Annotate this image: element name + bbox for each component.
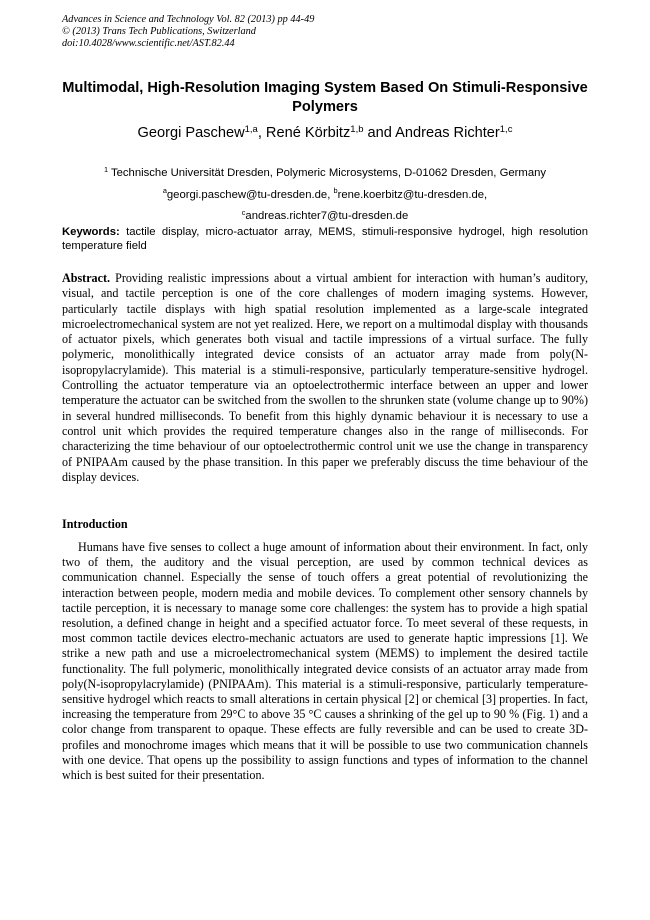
- journal-header: [62, 14, 602, 50]
- author-name: Georgi Paschew: [137, 125, 245, 141]
- keywords-block: [62, 226, 588, 253]
- affiliation-line: [62, 163, 588, 185]
- section-heading-introduction: Introduction: [62, 517, 128, 531]
- email-mark: c: [241, 207, 246, 217]
- abstract-text: Providing realistic impressions about a virtual ambient for interaction with human’s auditory, visual, and tactile perception is one of the core challenges of modern imaging systems. However, particularly tactile displays with high spatial resolution implemented as a large-scale integrated microelectromechanical system are not yet realized. Here, we report on a multimodal display with thousands of actuator pixels, which generates both visual and tactile impressions of a virtual surface. The fully polymeric, monolithically integrated device consists of an actuator array made from poly(N-isopropylacrylamide). This material is a stimuli-responsive, particularly temperature-sensitive hydrogel. Controlling the actuator temperature via an optoelectrothermic interface between an upper and lower temperature the actuator can be switched from the swollen to the shrunken state (volume change up to 90%) in several hundred milliseconds. To benefit from this highly dynamic behaviour it is necessary to use a control unit which provides the required temperature changes also in the range of milliseconds. For characterizing the time behaviour of our optoelectrothermic control unit we use the change in transparency of PNIPAAm caused by the phase transition. In this paper we preferably discuss the time behaviour of the display devices.: [62, 271, 589, 484]
- journal-copyright: © (2013) Trans Tech Publications, Switzerland: [62, 26, 256, 37]
- author-list: [62, 124, 588, 142]
- author-name: Andreas Richter: [395, 125, 500, 141]
- affiliation-text: Technische Universität Dresden, Polymeric Microsystems, D-01062 Dresden, Germany: [110, 167, 547, 179]
- author-email[interactable]: rene.koerbitz@tu-dresden.de,: [337, 188, 488, 201]
- affiliation-mark: 1: [103, 164, 109, 174]
- author-separator: and: [363, 125, 396, 141]
- abstract-block: [62, 271, 588, 485]
- author-email[interactable]: georgi.paschew@tu-dresden.de,: [166, 188, 334, 201]
- introduction-paragraph: Humans have five senses to collect a huge amount of information about their environment. In fact, only two of them, the auditory and the visual perception, are used by common technical devices as communication channel. Especially the sense of touch offers a great potential of revolutionizing the interaction between people, modern media and mobile devices. To complement other sensory channels by tactile perception, it is necessary to manage some core challenges: the system has to provide a high spatial resolution, a defined change in height and a specified actuator force. To meet several of these requests, in most common tactile devices electro-mechanic actuators are used to generate haptic impressions [1]. We strike a new path and use a microelectromechanical system (MEMS) to implement the desired tactile functionality. The full polymeric, monolithically integrated device consists of an actuator array made from poly(N-isopropylacrylamide) (PNIPAAm). This material is a stimuli-responsive, particularly temperature-sensitive hydrogel which reacts to small alterations in certain physical [2] or chemical [3] properties. In fact, increasing the temperature from 29°C to above 35 °C causes a shrinking of the gel up to 90 % (Fig. 1) and a color change from transparent to opaque. These effects are fully reversible and can be used to create 3D-profiles and monochrome images which means that it will be possible to use two communication channels with one device. That opens up the possibility to assign functions and types of information to the channel which is best suited for their presentation.: [62, 540, 588, 783]
- keywords-label: Keywords:: [62, 226, 120, 238]
- author-affiliation-mark: 1,c: [499, 123, 513, 135]
- journal-doi: doi:10.4028/www.scientific.net/AST.82.44: [62, 38, 235, 49]
- author-affiliation-mark: 1,a: [244, 123, 258, 135]
- paper-title: Multimodal, High-Resolution Imaging System Based On Stimuli-Responsive Polymers: [62, 80, 588, 115]
- email-mark: b: [333, 186, 338, 196]
- author-separator: ,: [257, 125, 266, 141]
- journal-citation: Advances in Science and Technology Vol. 82 (2013) pp 44-49: [62, 14, 315, 25]
- author-name: René Körbitz: [265, 125, 351, 141]
- keywords-text: tactile display, micro-actuator array, MEMS, stimuli-responsive hydrogel, high resolution temperature field: [62, 226, 589, 252]
- author-email[interactable]: andreas.richter7@tu-dresden.de: [245, 210, 409, 222]
- email-line: [62, 185, 588, 207]
- author-affiliation-mark: 1,b: [350, 123, 364, 135]
- email-mark: a: [162, 186, 167, 196]
- email-line: [62, 206, 588, 228]
- affiliation-block: [62, 163, 588, 228]
- abstract-label: Abstract.: [62, 271, 111, 285]
